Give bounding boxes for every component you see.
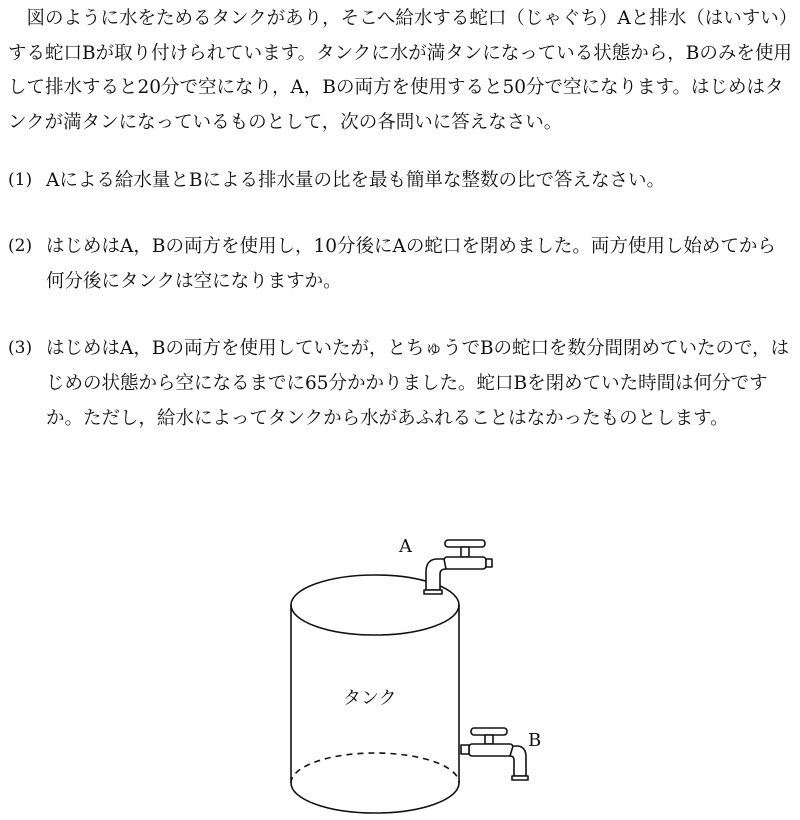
question-1 bbox=[8, 163, 792, 198]
faucet-b-label: B bbox=[528, 730, 542, 751]
faucet-a-label: A bbox=[399, 536, 412, 557]
tank-bottom-front bbox=[291, 783, 459, 813]
question-number: (2) bbox=[8, 236, 33, 256]
tank-label: タンク bbox=[343, 688, 397, 709]
intro-paragraph: 図のように水をためるタンクがあり，そこへ給水する蛇口（じゃぐち）Aと排水（はいすい）する蛇口Bが取り付けられています。タンクに水が満タンになっている状態から，Bのみを使用して排水すると20分で空になり，A，Bの両方を使用すると50分で空になります。はじめはタンクが満タンになっているものとして，次の各問いに答えなさい。 bbox=[8, 8, 792, 133]
tank-top-ellipse bbox=[291, 575, 459, 635]
question-number: (3) bbox=[8, 338, 33, 358]
question-number: (1) bbox=[8, 170, 33, 190]
faucet-b-icon bbox=[461, 728, 528, 780]
question-text: Aによる給水量とBによる排水量の比を最も簡単な整数の比で答えなさい。 bbox=[46, 170, 665, 191]
question-2 bbox=[8, 229, 792, 299]
tank-bottom-back bbox=[291, 753, 459, 783]
question-text: はじめはA，Bの両方を使用し，10分後にAの蛇口を閉めました。両方使用し始めてから何分後にタンクは空になりますか。 bbox=[46, 236, 776, 292]
faucet-a-icon bbox=[424, 540, 492, 594]
question-text: はじめはA，Bの両方を使用していたが，とちゅうでBの蛇口を数分間閉めていたので，はじめの状態から空になるまでに65分かかりました。蛇口Bを閉めていた時間は何分ですか。ただし，給水によってタンクから水があふれることはなかったものとします。 bbox=[46, 338, 790, 429]
question-3 bbox=[8, 331, 792, 436]
